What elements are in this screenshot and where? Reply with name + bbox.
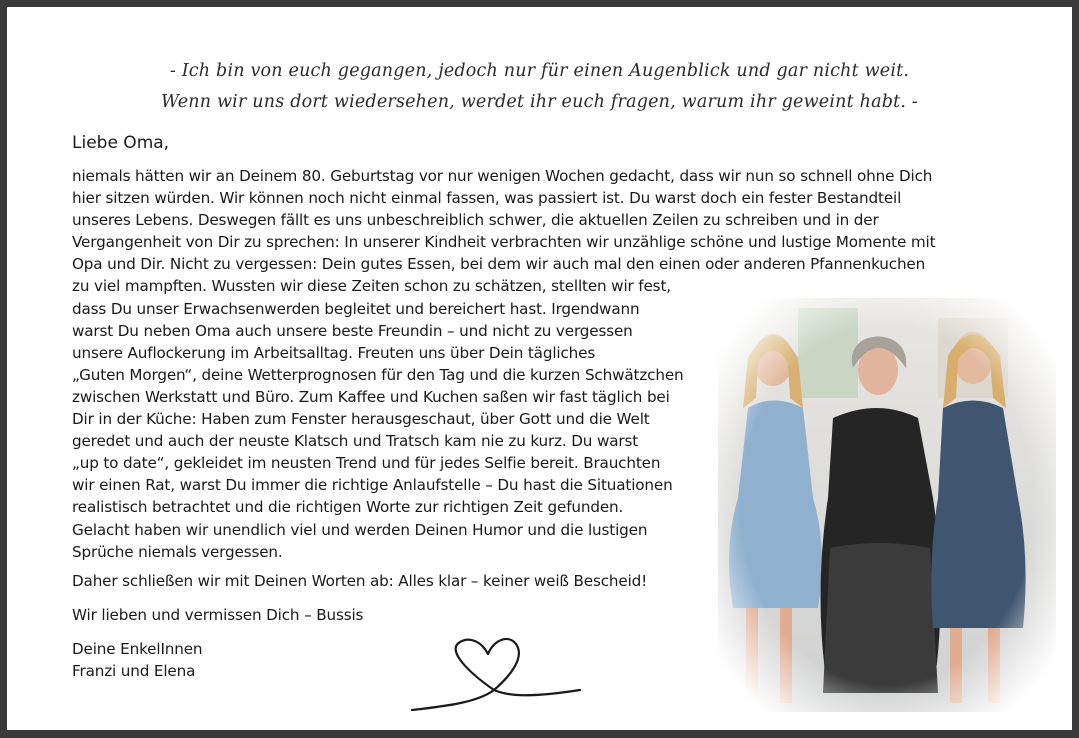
letter-closing: Daher schließen wir mit Deinen Worten ab: Alles klar – keiner weiß Bescheid! [72,572,648,590]
letter-line: Sprüche niemals vergessen. [72,542,283,561]
letter-line: Vergangenheit von Dir zu sprechen: In unserer Kindheit verbrachten wir unzählige schöne und lustige Momente mit [72,233,936,252]
letter-line: realistisch betrachtet und die richtigen Worte zur richtigen Zeit gefunden. [72,498,624,517]
family-photo [718,298,1056,712]
letter-line: unseres Lebens. Deswegen fällt es uns unbeschreiblich schwer, die aktuellen Zeilen zu schreiben und in der [72,211,879,230]
letter-love: Wir lieben und vermissen Dich – Bussis [72,606,364,624]
letter-line: wir einen Rat, warst Du immer die richtige Anlaufstelle – Du hast die Situationen [72,476,673,495]
letter-line: „up to date“, gekleidet im neusten Trend und für jedes Selfie bereit. Brauchten [72,454,661,473]
letter-line: Opa und Dir. Nicht zu vergessen: Dein gutes Essen, bei dem wir auch mal den einen oder anderen Pfannenkuchen [72,255,926,274]
letter-line: Dir in der Küche: Haben zum Fenster herausgeschaut, über Gott und die Welt [72,410,650,429]
letter-line: zu viel mampften. Wussten wir diese Zeiten schon zu schätzen, stellten wir fest, [72,277,671,296]
quote-line-2: Wenn wir uns dort wiedersehen, werdet ihr euch fragen, warum ihr geweint habt. - [160,92,918,112]
letter-salutation: Liebe Oma, [72,133,170,153]
quote-line-1: - Ich bin von euch gegangen, jedoch nur für einen Augenblick und gar nicht weit. [169,61,910,81]
letter-line: hier sitzen würden. Wir können noch nicht einmal fassen, was passiert ist. Du warst doch ein fester Bestandteil [72,189,902,208]
letter-line: zwischen Werkstatt und Büro. Zum Kaffee und Kuchen saßen wir fast täglich bei [72,387,670,406]
letter-line: dass Du unser Erwachsenwerden begleitet und bereichert hast. Irgendwann [72,299,640,318]
letter-line: Gelacht haben wir unendlich viel und werden Deinen Humor und die lustigen [72,520,648,539]
letter-line: niemals hätten wir an Deinem 80. Geburtstag vor nur wenigen Wochen gedacht, dass wir nun so schnell ohne Dich [72,167,933,185]
signature-line-2: Franzi und Elena [72,662,196,680]
letter-line: unsere Auflockerung im Arbeitsalltag. Freuten uns über Dein tägliches [72,343,596,362]
letter-line: warst Du neben Oma auch unsere beste Freundin – und nicht zu vergessen [72,321,633,340]
letter-line: geredet und auch der neuste Klatsch und Tratsch kam nie zu kurz. Du warst [72,432,639,451]
signature-line-1: Deine EnkelInnen [72,640,203,658]
letter-line: „Guten Morgen“, deine Wetterprognosen für den Tag und die kurzen Schwätzchen [72,365,684,384]
heart-doodle [408,632,588,716]
